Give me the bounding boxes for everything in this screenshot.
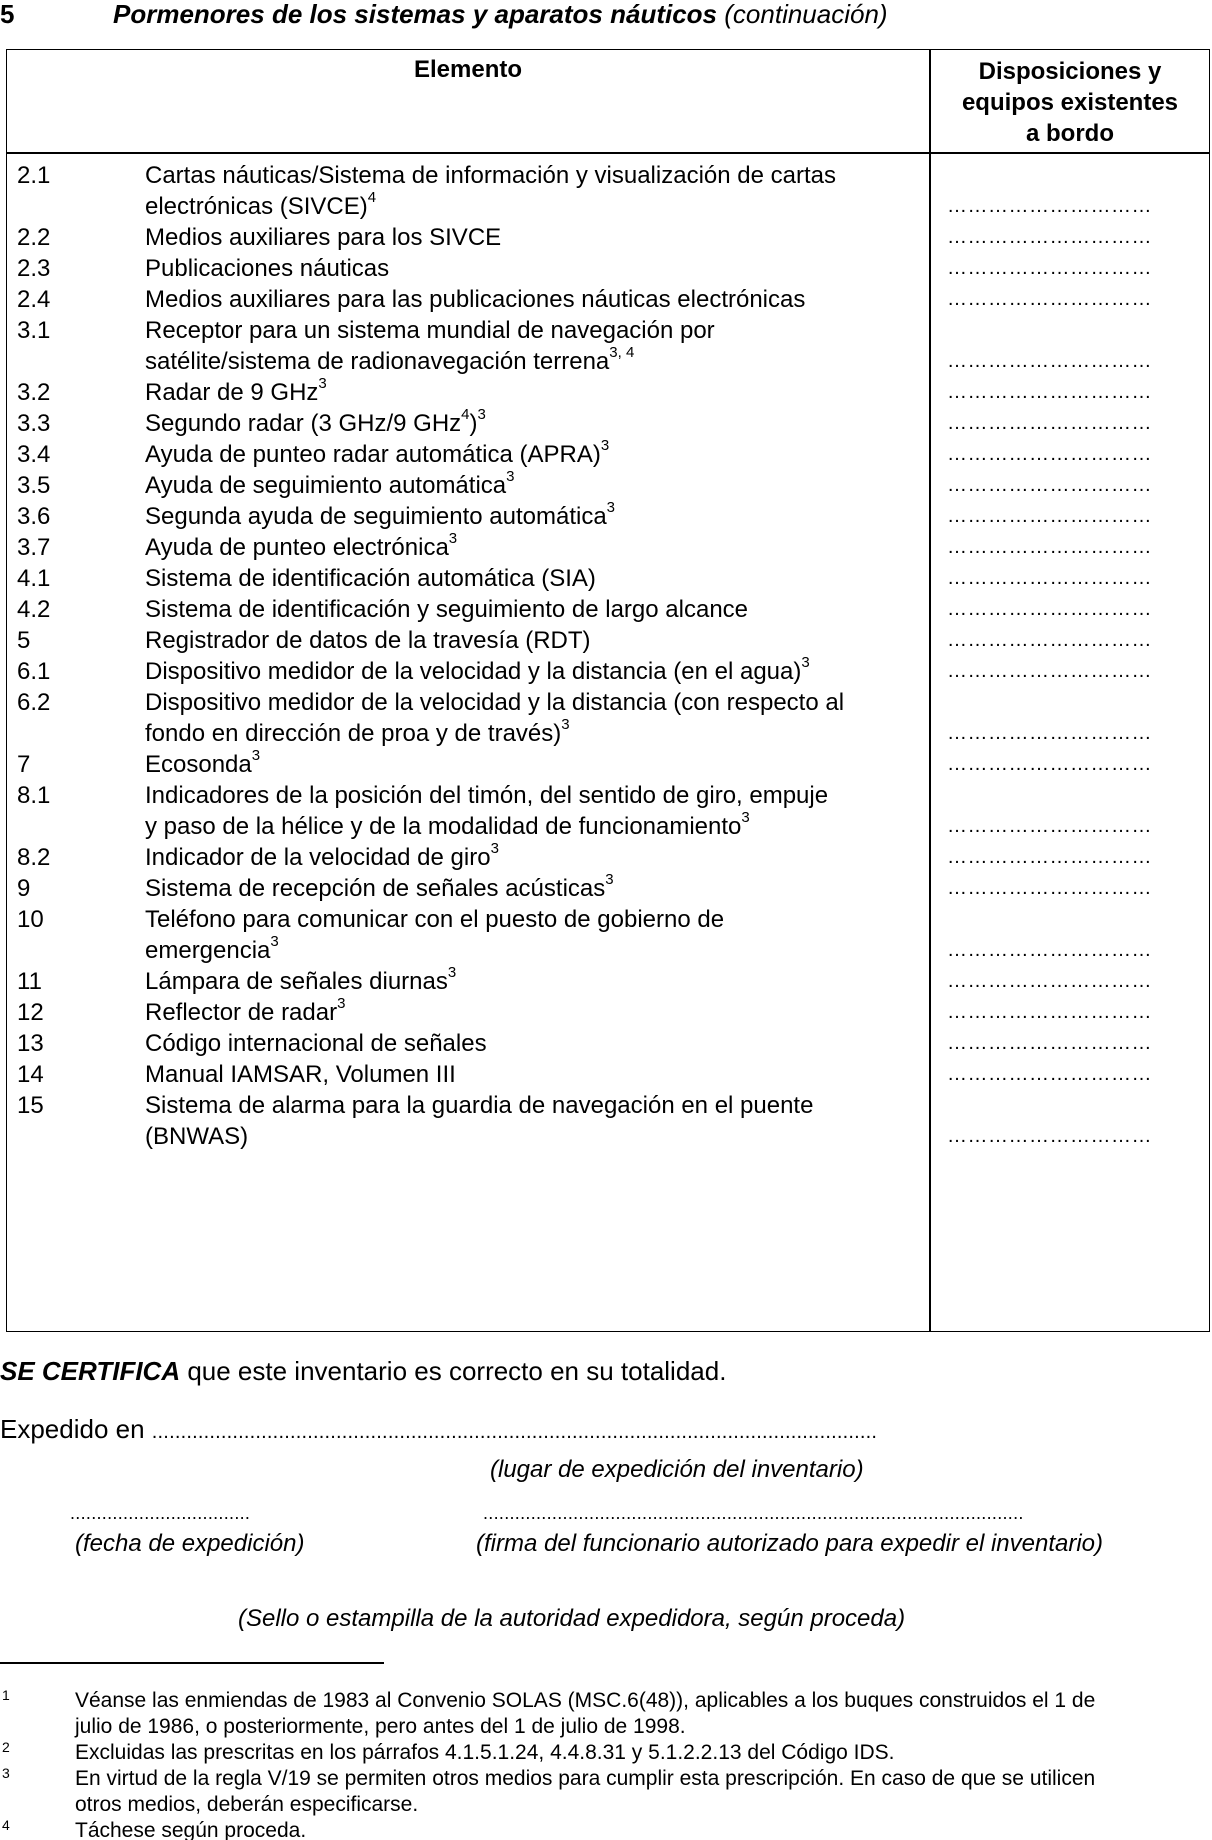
row-label-line2: fondo en dirección de proa y de través) <box>145 720 562 747</box>
footnote-mark: 1 <box>2 1687 10 1703</box>
footnote-ref: 3 <box>600 437 610 454</box>
table-row <box>7 873 1209 904</box>
row-label <box>145 160 905 222</box>
row-id: 3.1 <box>17 317 51 344</box>
row-dots: ………………………… <box>947 629 1152 651</box>
row-label <box>145 966 905 997</box>
row-label-line2: y paso de la hélice y de la modalidad de funcionamiento <box>145 813 742 840</box>
row-dots: ………………………… <box>947 288 1152 310</box>
row-label-line2: electrónicas (SIVCE) <box>145 193 368 220</box>
table-row <box>7 904 1209 966</box>
row-id: 3.5 <box>17 472 51 499</box>
footnote-ref: 3 <box>801 654 810 671</box>
row-label-line1: Indicadores de la posición del timón, del sentido de giro, empuje <box>145 782 829 809</box>
footnote-mark: 3 <box>2 1765 10 1781</box>
table-row <box>7 501 1209 532</box>
row-label <box>145 253 905 284</box>
certification-text: que este inventario es correcto en su totalidad. <box>180 1356 727 1386</box>
row-label <box>145 532 905 563</box>
row-label-line1: Segundo radar (3 GHz/9 GHz <box>145 410 462 437</box>
footnote-ref: 3 <box>448 530 458 547</box>
row-id: 3.7 <box>17 534 51 561</box>
header-rule <box>7 152 1209 154</box>
footnote-text <box>75 1740 1212 1766</box>
row-id: 2.3 <box>17 255 51 282</box>
row-label-line1: Reflector de radar <box>145 999 338 1026</box>
row-dots: ………………………… <box>947 970 1152 992</box>
table-row <box>7 284 1209 315</box>
row-dots: ………………………… <box>947 443 1152 465</box>
row-label-line1: Sistema de alarma para la guardia de navegación en el puente <box>145 1092 814 1119</box>
table-row <box>7 997 1209 1028</box>
footnote-ref: 3 <box>318 375 327 392</box>
table-row <box>7 656 1209 687</box>
row-dots: ………………………… <box>947 815 1152 837</box>
table-row <box>7 749 1209 780</box>
footnote-line2: julio de 1986, o posteriormente, pero antes del 1 de julio de 1998. <box>75 1715 686 1738</box>
table-row <box>7 780 1209 842</box>
table-row <box>7 1028 1209 1059</box>
table-row <box>7 377 1209 408</box>
table-row <box>7 625 1209 656</box>
row-label-line1: Dispositivo medidor de la velocidad y la distancia (en el agua) <box>145 658 802 685</box>
row-label-line1: Manual IAMSAR, Volumen III <box>145 1061 456 1088</box>
table-row <box>7 563 1209 594</box>
row-id: 3.6 <box>17 503 51 530</box>
footnote-ref: 3 <box>561 716 570 733</box>
row-id: 13 <box>17 1030 44 1057</box>
table-row <box>7 222 1209 253</box>
row-label-line2: (BNWAS) <box>145 1123 249 1150</box>
footnote <box>0 1688 1212 1740</box>
section-heading <box>0 0 1212 32</box>
footnote-ref: 3 <box>490 840 499 857</box>
table-row <box>7 594 1209 625</box>
table-row <box>7 408 1209 439</box>
row-dots: ………………………… <box>947 1063 1152 1085</box>
row-dots: ………………………… <box>947 722 1152 744</box>
row-label <box>145 687 905 749</box>
footnote-ref: 3 <box>251 747 261 764</box>
row-id: 3.4 <box>17 441 51 468</box>
row-label <box>145 656 905 687</box>
footnote <box>0 1740 1212 1766</box>
table-row <box>7 253 1209 284</box>
certification-bold: SE CERTIFICA <box>0 1356 181 1386</box>
row-id: 15 <box>17 1092 44 1119</box>
table-row <box>7 1090 1209 1152</box>
row-label <box>145 625 905 656</box>
row-id: 11 <box>17 968 42 995</box>
footnote-text <box>75 1766 1212 1818</box>
row-dots: ………………………… <box>947 1032 1152 1054</box>
footnote-ref: 3 <box>337 995 346 1012</box>
row-label-line2: satélite/sistema de radionavegación terrena <box>145 348 610 375</box>
row-dots: ………………………… <box>947 195 1152 217</box>
row-dots: ………………………… <box>947 474 1152 496</box>
row-label-line1: Código internacional de señales <box>145 1030 487 1057</box>
row-label-line2: emergencia <box>145 937 271 964</box>
table-row <box>7 687 1209 749</box>
row-label <box>145 470 905 501</box>
row-dots: ………………………… <box>947 660 1152 682</box>
row-label-line1: Medios auxiliares para las publicaciones náuticas electrónicas <box>145 286 806 313</box>
footnote-rule <box>0 1662 384 1664</box>
row-label-line1: Cartas náuticas/Sistema de información y visualización de cartas <box>145 162 836 189</box>
table-row <box>7 966 1209 997</box>
row-id: 9 <box>17 875 31 902</box>
row-label-line1: Sistema de identificación y seguimiento de largo alcance <box>145 596 749 623</box>
row-label <box>145 1028 905 1059</box>
footnote-ref: 3 <box>270 933 279 950</box>
row-dots: ………………………… <box>947 846 1152 868</box>
row-dots: ………………………… <box>947 567 1152 589</box>
table-row <box>7 532 1209 563</box>
row-label-line1: Ayuda de punteo electrónica <box>145 534 449 561</box>
table-row <box>7 1059 1209 1090</box>
row-label-line1: Medios auxiliares para los SIVCE <box>145 224 502 251</box>
row-dots: ………………………… <box>947 1001 1152 1023</box>
row-label-line1: Teléfono para comunicar con el puesto de gobierno de <box>145 906 725 933</box>
footnote-line2: otros medios, deberán especificarse. <box>75 1793 419 1816</box>
row-dots: ………………………… <box>947 257 1152 279</box>
table-body <box>7 160 1209 1152</box>
footnote-mark: 2 <box>2 1739 10 1755</box>
footnote-line1: Táchese según proceda. <box>75 1819 307 1840</box>
signature-dots: ...................................................................................................... <box>483 1503 1024 1523</box>
row-id: 4.2 <box>17 596 51 623</box>
row-id: 7 <box>17 751 31 778</box>
row-label-line1: Indicador de la velocidad de giro <box>145 844 491 871</box>
table-row <box>7 315 1209 377</box>
table-row <box>7 160 1209 222</box>
row-label <box>145 780 905 842</box>
header-disposiciones-line3: a bordo <box>1026 120 1114 147</box>
row-id: 6.2 <box>17 689 51 716</box>
row-label-line1: Publicaciones náuticas <box>145 255 390 282</box>
row-label <box>145 377 905 408</box>
footnote-text <box>75 1818 1212 1840</box>
row-id: 14 <box>17 1061 44 1088</box>
row-dots: ………………………… <box>947 536 1152 558</box>
row-dots: ………………………… <box>947 350 1152 372</box>
row-label-line1: Dispositivo medidor de la velocidad y la distancia (con respecto al <box>145 689 845 716</box>
footnote-ref: 3 <box>477 406 486 423</box>
section-title-text: Pormenores de los sistemas y aparatos náuticos <box>113 0 718 29</box>
header-disposiciones-line2: equipos existentes <box>961 89 1179 116</box>
row-label-line1: Ayuda de seguimiento automática <box>145 472 507 499</box>
row-id: 8.1 <box>17 782 51 809</box>
row-dots: ………………………… <box>947 505 1152 527</box>
footnote-ref: 3 <box>606 499 616 516</box>
row-id: 6.1 <box>17 658 51 685</box>
footnote-ref: 4 <box>461 406 470 423</box>
header-elemento: Elemento <box>413 56 523 83</box>
row-id: 2.2 <box>17 224 51 251</box>
row-label <box>145 842 905 873</box>
row-id: 8.2 <box>17 844 51 871</box>
row-dots: ………………………… <box>947 381 1152 403</box>
header-disposiciones <box>931 56 1209 149</box>
row-dots: ………………………… <box>947 877 1152 899</box>
footnote <box>0 1766 1212 1818</box>
row-label-line1: Lámpara de señales diurnas <box>145 968 448 995</box>
issued-label: Expedido en <box>0 1414 152 1444</box>
row-label-line1: Radar de 9 GHz <box>145 379 319 406</box>
row-label-line1: Registrador de datos de la travesía (RDT) <box>145 627 591 654</box>
date-caption: (fecha de expedición) <box>75 1530 305 1557</box>
footnote-line1: Excluidas las prescritas en los párrafos 4.1.5.1.24, 4.4.8.31 y 5.1.2.2.13 del Código IDS. <box>75 1741 895 1764</box>
footnote-line1: En virtud de la regla V/19 se permiten otros medios para cumplir esta prescripción. En caso de que se utilicen <box>75 1767 1096 1790</box>
table-row <box>7 842 1209 873</box>
row-dots: ………………………… <box>947 598 1152 620</box>
issued-in-line <box>0 1414 877 1447</box>
issued-place-dots: .............................................................................................................................. <box>151 1421 878 1443</box>
equipment-table <box>6 49 1210 1332</box>
table-row <box>7 470 1209 501</box>
header-disposiciones-line1: Disposiciones y <box>978 58 1162 85</box>
row-id: 4.1 <box>17 565 51 592</box>
row-label <box>145 873 905 904</box>
row-label-line1: Sistema de identificación automática (SIA) <box>145 565 596 592</box>
row-dots: ………………………… <box>947 1125 1152 1147</box>
section-title <box>113 0 888 28</box>
footnote <box>0 1818 1212 1840</box>
row-id: 10 <box>17 906 44 933</box>
row-label-line1: Sistema de recepción de señales acústicas <box>145 875 606 902</box>
row-label <box>145 749 905 780</box>
table-row <box>7 439 1209 470</box>
row-label <box>145 222 905 253</box>
row-dots: ………………………… <box>947 412 1152 434</box>
row-label <box>145 284 905 315</box>
footnote-ref: 3 <box>447 964 457 981</box>
place-caption: (lugar de expedición del inventario) <box>490 1456 864 1483</box>
row-dots: ………………………… <box>947 753 1152 775</box>
row-label <box>145 501 905 532</box>
footnote-text <box>75 1688 1212 1740</box>
row-label-line1: Segunda ayuda de seguimiento automática <box>145 503 607 530</box>
section-number: 5 <box>0 0 15 29</box>
footnote-ref: 3 <box>741 809 750 826</box>
row-id: 12 <box>17 999 44 1026</box>
row-label <box>145 315 905 377</box>
row-label <box>145 594 905 625</box>
row-dots: ………………………… <box>947 939 1152 961</box>
signature-caption: (firma del funcionario autorizado para expedir el inventario) <box>476 1530 1103 1557</box>
row-label-line1: Ecosonda <box>145 751 252 778</box>
footnote-mark: 4 <box>2 1817 10 1833</box>
seal-caption: (Sello o estampilla de la autoridad expedidora, según proceda) <box>238 1605 906 1632</box>
row-label <box>145 904 905 966</box>
footnote-line1: Véanse las enmiendas de 1983 al Convenio SOLAS (MSC.6(48)), aplicables a los buques construidos el 1 de <box>75 1689 1096 1712</box>
certification-statement <box>0 1356 726 1386</box>
row-label-line1b: ) <box>469 410 478 437</box>
row-label <box>145 1059 905 1090</box>
row-label <box>145 1090 905 1152</box>
row-id: 2.4 <box>17 286 51 313</box>
footnote-ref: 3, 4 <box>609 344 635 361</box>
row-label <box>145 408 905 439</box>
row-id: 3.3 <box>17 410 51 437</box>
row-id: 2.1 <box>17 162 51 189</box>
footnote-ref: 4 <box>367 189 377 206</box>
section-continuation: (continuación) <box>724 0 888 29</box>
row-id: 5 <box>17 627 31 654</box>
row-id: 3.2 <box>17 379 51 406</box>
date-dots: .................................. <box>70 1503 251 1523</box>
row-label <box>145 439 905 470</box>
footnote-ref: 3 <box>605 871 614 888</box>
row-label <box>145 997 905 1028</box>
row-label <box>145 563 905 594</box>
row-label-line1: Ayuda de punteo radar automática (APRA) <box>145 441 601 468</box>
row-label-line1: Receptor para un sistema mundial de navegación por <box>145 317 715 344</box>
row-dots: ………………………… <box>947 226 1152 248</box>
footnote-ref: 3 <box>506 468 515 485</box>
